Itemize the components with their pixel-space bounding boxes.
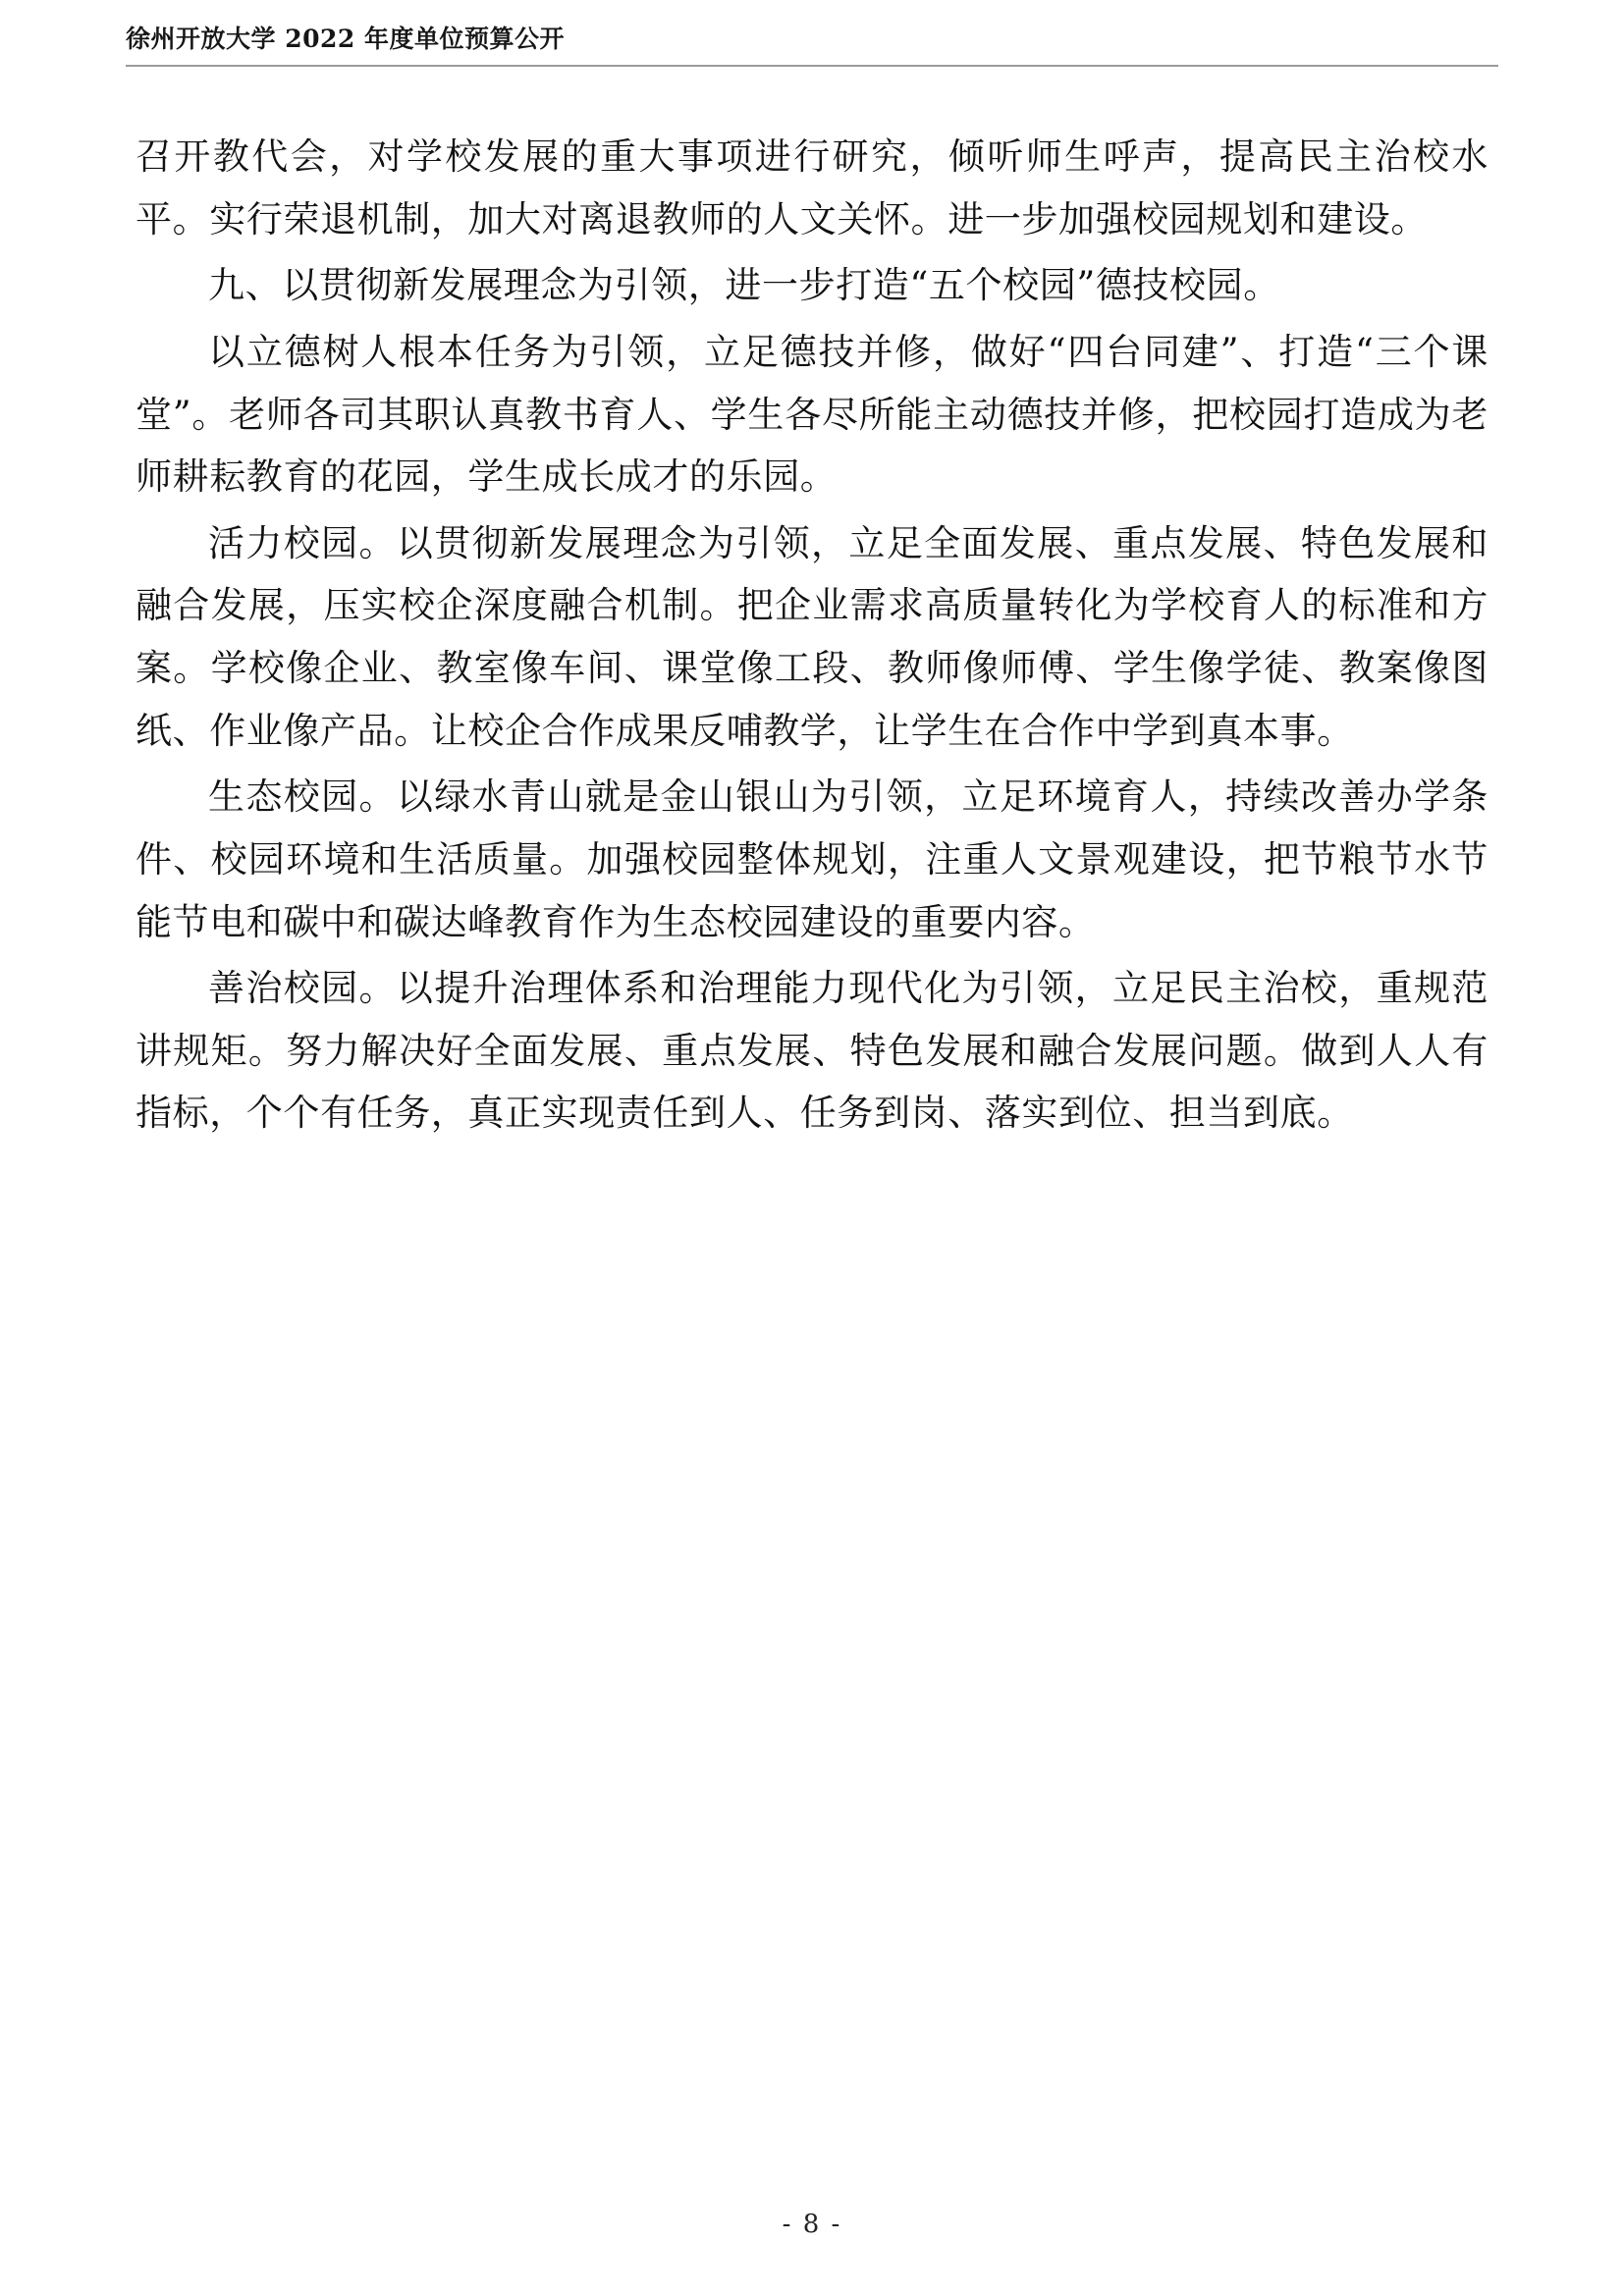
page-header: [126, 20, 1498, 67]
body-paragraph-5: 生态校园。以绿水青山就是金山银山为引领，立足环境育人，持续改善办学条件、校园环境和生活质量。加强校园整体规划，注重人文景观建设，把节粮节水节能节电和碳中和碳达峰教育作为生态校园建设的重要内容。: [135, 775, 1489, 943]
body-paragraph-6: 善治校园。以提升治理体系和治理能力现代化为引领，立足民主治校，重规范讲规矩。努力解决好全面发展、重点发展、特色发展和融合发展问题。做到人人有指标，个个有任务，真正实现责任到人、任务到岗、落实到位、担当到底。: [135, 967, 1489, 1135]
document-body: [135, 126, 1489, 1148]
page-number: - 8 -: [782, 2210, 842, 2239]
body-paragraph-2: 九、以贯彻新发展理念为引领，进一步打造“五个校园”德技校园。: [208, 264, 1280, 307]
page-footer: [0, 2210, 1624, 2239]
body-paragraph-1: 召开教代会，对学校发展的重大事项进行研究，倾听师生呼声，提高民主治校水平。实行荣退机制，加大对离退教师的人文关怀。进一步加强校园规划和建设。: [135, 135, 1489, 240]
body-paragraph-3: 以立德树人根本任务为引领，立足德技并修，做好“四台同建”、打造“三个课堂”。老师各司其职认真教书育人、学生各尽所能主动德技并修，把校园打造成为老师耕耘教育的花园，学生成长成才的乐园。: [135, 330, 1489, 499]
header-title: 徐州开放大学 2022 年度单位预算公开: [126, 25, 565, 53]
body-paragraph-4: 活力校园。以贯彻新发展理念为引领，立足全面发展、重点发展、特色发展和融合发展，压实校企深度融合机制。把企业需求高质量转化为学校育人的标准和方案。学校像企业、教室像车间、课堂像工段、教师像师傅、学生像学徒、教案像图纸、作业像产品。让校企合作成果反哺教学，让学生在合作中学到真本事。: [135, 521, 1489, 752]
header-divider: [126, 65, 1498, 67]
